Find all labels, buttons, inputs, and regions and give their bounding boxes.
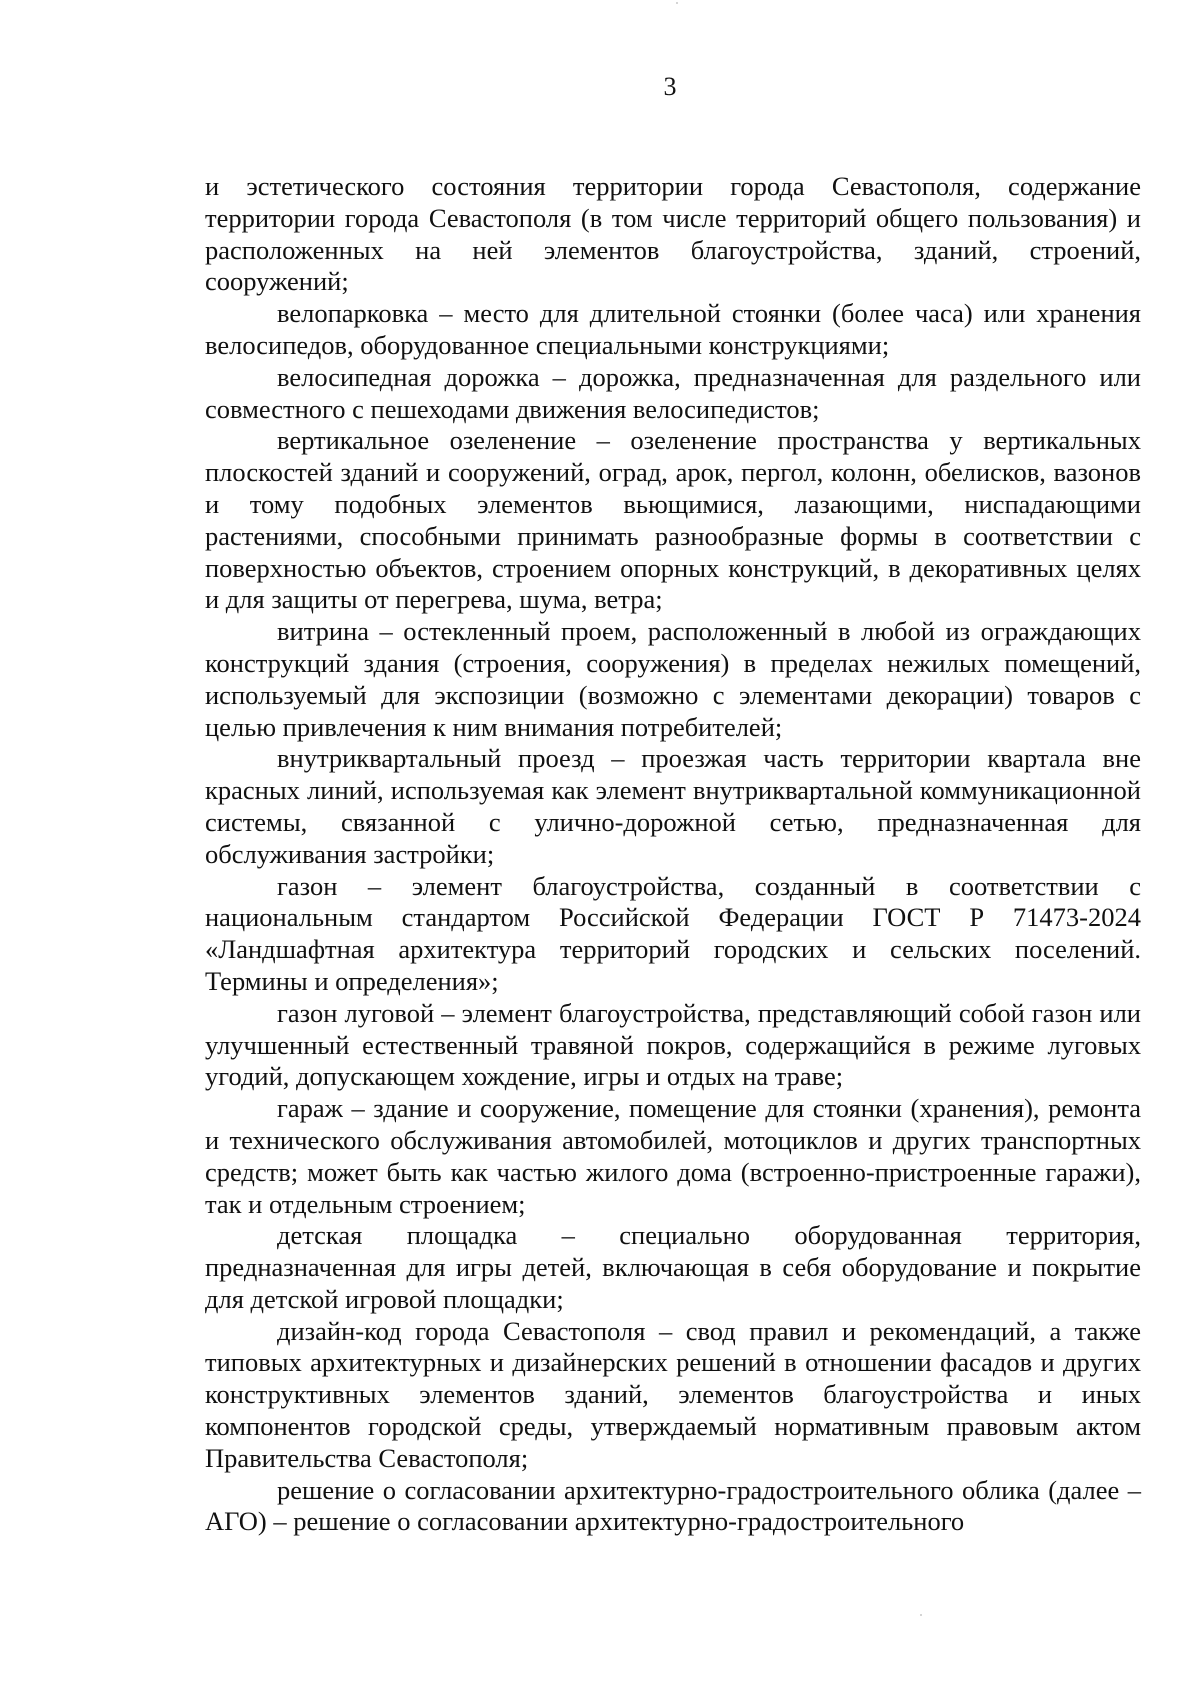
paragraph: газон луговой – элемент благоустройства, представляющий собой газон или улучшенный естественный травяной покров, содержащийся в режиме луговых угодий, допускающем хождение, игры и отдых на траве; [205,997,1141,1092]
paragraph: витрина – остекленный проем, расположенный в любой из ограждающих конструкций здания (строения, сооружения) в пределах нежилых помещений, используемый для экспозиции (возможно с элементами декорации) товаров с целью привлечения к ним внимания потребителей; [205,616,1141,742]
paragraph: газон – элемент благоустройства, созданный в соответствии с национальным стандартом Российской Федерации ГОСТ Р 71473-2024 «Ландшафтная архитектура территорий городских и сельских поселений. Термины и определения»; [205,870,1141,996]
paragraph: дизайн-код города Севастополя – свод правил и рекомендаций, а также типовых архитектурных и дизайнерских решений в отношении фасадов и других конструктивных элементов зданий, элементов благоустройства и иных компонентов городской среды, утверждаемый нормативным правовым актом Правительства Севастополя; [205,1315,1141,1473]
paragraph: вертикальное озеленение – озеленение пространства у вертикальных плоскостей зданий и сооружений, оград, арок, пергол, колонн, обелисков, вазонов и тому подобных элементов вьющимися, лазающими, ниспадающими растениями, способными принимать разнообразные формы в соответствии с поверхностью объектов, строением опорных конструкций, в декоративных целях и для защиты от перегрева, шума, ветра; [205,425,1141,615]
scan-speck [676,2,678,4]
scan-speck [920,1614,922,1616]
paragraph: внутриквартальный проезд – проезжая часть территории квартала вне красных линий, используемая как элемент внутриквартальной коммуникационной системы, связанной с улично-дорожной сетью, предназначенная для обслуживания застройки; [205,743,1141,869]
document-body [205,171,1141,1538]
paragraph: и эстетического состояния территории города Севастополя, содержание территории города Севастополя (в том числе территорий общего пользования) и расположенных на ней элементов благоустройства, зданий, строений, сооружений; [205,171,1141,297]
paragraph: велосипедная дорожка – дорожка, предназначенная для раздельного или совместного с пешеходами движения велосипедистов; [205,361,1141,424]
paragraph: гараж – здание и сооружение, помещение для стоянки (хранения), ремонта и технического обслуживания автомобилей, мотоциклов и других транспортных средств; может быть как частью жилого дома (встроенно-пристроенные гаражи), так и отдельным строением; [205,1093,1141,1219]
paragraph: решение о согласовании архитектурно-градостроительного облика (далее – АГО) – решение о согласовании архитектурно-градостроительного [205,1474,1141,1537]
page-number: 3 [663,72,677,101]
paragraph: велопарковка – место для длительной стоянки (более часа) или хранения велосипедов, оборудованное специальными конструкциями; [205,298,1141,360]
paragraph: детская площадка – специально оборудованная территория, предназначенная для игры детей, включающая в себя оборудование и покрытие для детской игровой площадки; [205,1220,1141,1314]
